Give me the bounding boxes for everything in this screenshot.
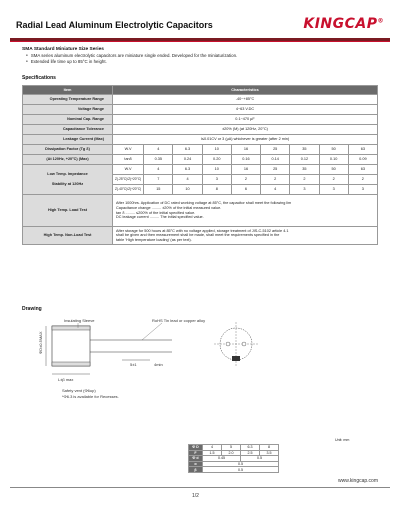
lowtemp-cell: 3 [290,185,319,195]
noload-line: table 'High temperature loading' (as per text). [116,237,192,242]
lowtemp-row2-label: Z(-40°C)/Z(+20°C) [113,185,144,195]
df-tan-cell: 0.35 [144,155,173,165]
lowtemp-cell: 2 [231,175,260,185]
df-tan-cell: 0.20 [202,155,231,165]
row-label: Leakage Current (Max) [23,135,113,145]
lowtemp-wv-cell: 35 [290,165,319,175]
features-title: SMA Standard Miniature Size Series [22,47,104,52]
row-label: Nominal Cap. Range [23,115,113,125]
df-label-1: Dissipation Factor (Tg δ) [23,145,113,155]
dim-row-header: F [189,450,203,456]
df-tan-cell: 0.16 [231,155,260,165]
website-link[interactable]: www.kingcap.com [337,478,378,484]
sleeve-top [52,326,90,330]
noload-test-text [113,227,378,245]
df-tan-cell: 0.10 [319,155,348,165]
lowtemp-cell: 2 [261,175,290,185]
df-wv-cell: 35 [290,145,319,155]
unit-label: Unit: mm [335,438,350,442]
registered-mark: ® [377,17,384,25]
df-wv-cell: 16 [231,145,260,155]
df-wv-label: W.V [113,145,144,155]
df-tan-label: tanδ [113,155,144,165]
load-test-label: High Temp. Load Test [23,195,113,227]
header-item: Item [23,86,113,95]
lowtemp-wv-row [23,165,378,175]
df-tan-cell: 0.14 [261,155,290,165]
lowtemp-wv-cell: 16 [231,165,260,175]
specifications-table [22,85,378,245]
df-wv-cell: 4 [144,145,173,155]
dimension-table [188,444,279,473]
dim-lead-text: 4min [154,362,163,367]
dim-cell: 5 [222,445,241,451]
dim-cell: 2.0 [222,450,241,456]
load-test-text [113,195,378,227]
df-wv-cell: 6.3 [173,145,202,155]
lowtemp-cell: 10 [173,185,202,195]
noload-line: After storage for 500 hours at 85°C with no voltage applied, storage treatment of JIS-C-5102 article 4.1 [116,228,289,233]
lowtemp-cell: 7 [144,175,173,185]
df-label-2: (At 120Hz, +20°C) (Max) [23,155,113,165]
lowtemp-cell: 3 [319,185,348,195]
dim-cell: 8 [260,445,279,451]
page-header [10,16,390,40]
features-list [22,53,382,65]
rohs-leader [142,323,162,340]
kingcap-logo [303,16,384,32]
vent-note: *Φ6.3 is available for Recesses. [62,394,119,399]
lowtemp-cell: 8 [202,185,231,195]
dim-cell: 6.3 [241,445,260,451]
dim-l-text: L±β max [58,377,74,382]
page-title: Radial Lead Aluminum Electrolytic Capacitors [16,20,213,30]
df-tan-cell: 0.09 [348,155,377,165]
row-value: ±20% (M) (at 120Hz, 20°C) [113,125,378,135]
noload-test-label: High Temp. Non-Load Test [23,227,113,245]
dim-row-header: α [189,461,203,467]
lowtemp-cell: 4 [173,175,202,185]
df-wv-row [23,145,378,155]
lowtemp-wv-cell: 4 [144,165,173,175]
header-rule-accent [10,41,390,42]
table-row [23,125,378,135]
row-value: -40~+85°C [113,95,378,105]
page-number: 1/2 [192,493,199,499]
lowtemp-label [23,165,113,195]
row-label: Voltage Range [23,105,113,115]
row-value: I≤0.01CV or 3 (μA) whichever is greater (after 2 min) [113,135,378,145]
drawing-title: Drawing [22,306,42,312]
dim-d-text: ΦD±0.5MAX [38,331,43,354]
table-row [23,95,378,105]
df-wv-cell: 25 [261,145,290,155]
dim-row-header: Φ d [189,456,203,462]
specifications-title: Specifications [22,75,56,81]
df-wv-cell: 10 [202,145,231,155]
dim-row-header: Φ D [189,445,203,451]
load-test-row [23,195,378,227]
polarity-mark [232,356,240,361]
noload-test-row [23,227,378,245]
df-wv-cell: 63 [348,145,377,155]
table-row [23,105,378,115]
lowtemp-wv-cell: 6.3 [173,165,202,175]
end-view-lead [242,342,246,346]
lowtemp-cell: 2 [290,175,319,185]
lowtemp-cell: 4 [261,185,290,195]
lowtemp-wv-cell: 10 [202,165,231,175]
noload-line: shall be given and then measurement shall be made, shall meet the requirements specified in the [116,233,280,238]
lowtemp-row1-label: Z(-25°C)/Z(+20°C) [113,175,144,185]
end-view-lead [226,342,230,346]
lowtemp-cell: 3 [202,175,231,185]
load-line: tan δ ......... ≤200% of the initial specified value. [116,210,196,215]
features-block [22,47,382,65]
lowtemp-wv-cell: 63 [348,165,377,175]
df-tan-row [23,155,378,165]
dim-cell: 1.5 [203,450,222,456]
safety-vent-label: Safety vent (Φ6up) [62,388,96,393]
lowtemp-cell: 6 [231,185,260,195]
table-row [23,135,378,145]
load-line: After 1000hrs. Application of DC rated working voltage at 85°C, the capacitor shall meet the following lim [116,201,292,206]
row-label: Capacitance Tolerance [23,125,113,135]
row-value: 0.1~470 μF [113,115,378,125]
df-wv-cell: 50 [319,145,348,155]
feature-item: ● SMA series aluminum electrolytic capacitors are miniature single ended. Developed for the miniaturization. [26,53,382,59]
row-value: 4~63 V.DC [113,105,378,115]
df-tan-cell: 0.24 [173,155,202,165]
dim-cell: 0.5 [241,456,279,462]
lowtemp-cell: 2 [319,175,348,185]
capacitor-body [52,326,90,366]
load-line: DC leakage current ......... The initial specified value. [116,215,204,220]
lowtemp-cell: 2 [348,175,377,185]
dim-cell: 0.45 [203,456,241,462]
dim-cell: 2.5 [241,450,260,456]
footer-rule [10,487,390,488]
df-tan-cell: 0.12 [290,155,319,165]
dim-f-text: 5±1 [130,362,137,367]
table-row [189,467,279,473]
row-label: Operating Temperature Range [23,95,113,105]
sleeve-bottom [52,362,90,366]
lowtemp-cell: 15 [144,185,173,195]
lowtemp-wv-cell: 50 [319,165,348,175]
capacitor-drawing [22,314,378,444]
lowtemp-label-1: Low Temp. Impedance [47,172,88,177]
dim-cell: 3.5 [260,450,279,456]
dim-cell: 0.5 [203,467,279,473]
load-line: Capacitance change ......... ±20% of the initial measured value. [116,205,222,210]
rohs-label: RoHS Tin lead or copper alloy [152,318,206,323]
lowtemp-label-2: Stability at 120Hz [51,182,84,186]
logo-text: KINGCAP [303,16,378,32]
dim-cell: 0.5 [203,461,279,467]
insulating-sleeve-label: Insulating Sleeve [64,318,95,323]
dim-cell: 4 [203,445,222,451]
feature-item: ● Extended life time up to 85°C in height. [26,59,382,65]
header-characteristics: Characteristics [113,86,378,95]
lowtemp-cell: 3 [348,185,377,195]
lowtemp-wv-label: W.V [113,165,144,175]
table-header-row [23,86,378,95]
lowtemp-wv-cell: 25 [261,165,290,175]
table-row [23,115,378,125]
dim-row-header: β [189,467,203,473]
